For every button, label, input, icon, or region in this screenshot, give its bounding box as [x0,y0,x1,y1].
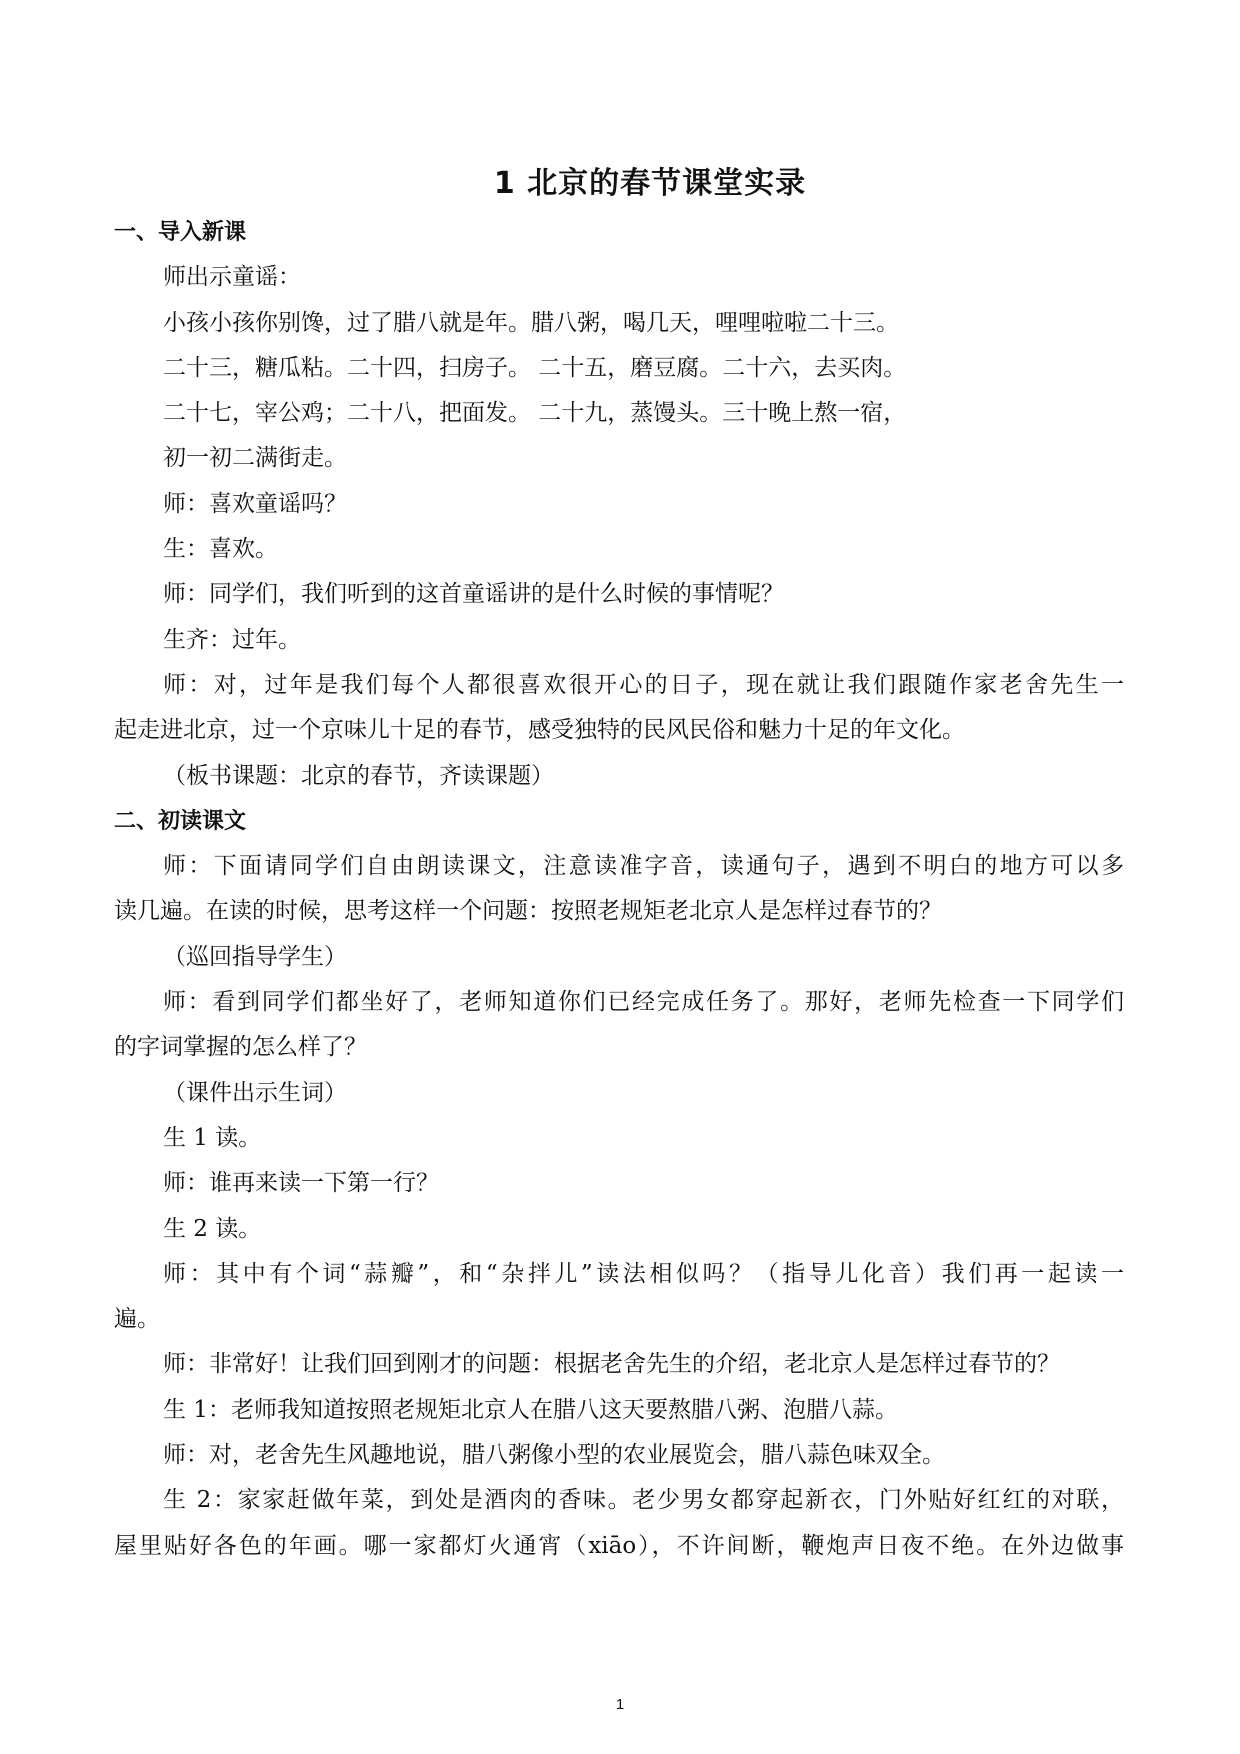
text-line: 二十七，宰公鸡；二十八，把面发。 二十九，蒸馒头。三十晚上熬一宿， [163,400,907,427]
section-heading: 一、导入新课 [114,220,247,245]
text-line: 师：其中有个词“蒜瓣”，和“杂拌儿”读法相似吗？（指导儿化音）我们再一起读一 [163,1260,1124,1287]
text-line: 师：看到同学们都坐好了，老师知道你们已经完成任务了。那好，老师先检查一下同学们 [163,989,1124,1016]
text-line: 师出示童谣： [163,264,301,291]
text-line: 生齐：过年。 [163,626,301,653]
text-line: 生 1 读。 [163,1124,262,1151]
page-number: 1 [615,1696,625,1713]
page-title: 1 北京的春节课堂实录 [493,166,807,201]
text-line: 师：对，老舍先生风趣地说，腊八粥像小型的农业展览会，腊八蒜色味双全。 [163,1442,945,1469]
text-line: 生 1：老师我知道按照老规矩北京人在腊八这天要熬腊八粥、泡腊八蒜。 [163,1396,898,1423]
text-line: 师：对，过年是我们每个人都很喜欢很开心的日子，现在就让我们跟随作家老舍先生一 [163,671,1124,698]
text-line: （课件出示生词） [163,1079,347,1106]
text-line: 屋里贴好各色的年画。哪一家都灯火通宵（xiāo），不许间断，鞭炮声日夜不绝。在外边做事 [114,1532,1124,1559]
text-line: 起走进北京，过一个京味儿十足的春节，感受独特的民风民俗和魅力十足的年文化。 [114,717,965,744]
text-line: 二十三，糖瓜粘。二十四，扫房子。 二十五，磨豆腐。二十六，去买肉。 [163,354,907,381]
text-line: 师：非常好！让我们回到刚才的问题：根据老舍先生的介绍，老北京人是怎样过春节的？ [163,1351,1060,1378]
text-line: 生 2：家家赶做年菜，到处是酒肉的香味。老少男女都穿起新衣，门外贴好红红的对联， [163,1487,1124,1514]
text-line: 遍。 [114,1306,160,1333]
text-line: 的字词掌握的怎么样了？ [114,1034,367,1061]
text-line: 师：谁再来读一下第一行？ [163,1170,439,1197]
text-line: 小孩小孩你别馋，过了腊八就是年。腊八粥，喝几天，哩哩啦啦二十三。 [163,309,899,336]
text-line: （巡回指导学生） [163,943,347,970]
text-line: 生：喜欢。 [163,536,278,563]
section-heading: 二、初读课文 [114,808,247,834]
text-line: 师：喜欢童谣吗？ [163,490,347,517]
text-line: 生 2 读。 [163,1215,262,1242]
text-line: 读几遍。在读的时候，思考这样一个问题：按照老规矩老北京人是怎样过春节的？ [114,898,942,925]
text-line: 师：同学们，我们听到的这首童谣讲的是什么时候的事情呢？ [163,581,784,608]
text-line: 初一初二满街走。 [163,445,347,472]
text-line: （板书课题：北京的春节，齐读课题） [163,762,554,789]
document-body [114,210,1124,1569]
text-line: 师：下面请同学们自由朗读课文，注意读准字音，读通句子，遇到不明白的地方可以多 [163,853,1124,880]
